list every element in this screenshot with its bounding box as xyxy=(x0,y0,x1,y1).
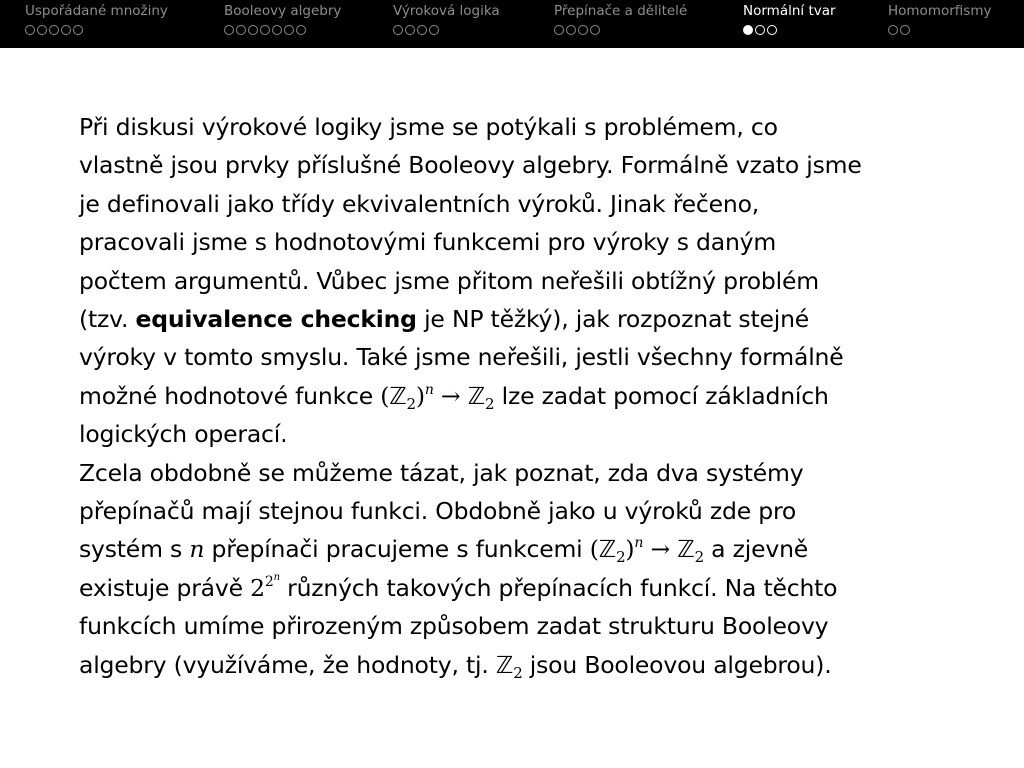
text-line: Při diskusi výrokové logiky jsme se potýkali s problémem, co xyxy=(79,113,778,141)
text-fragment: (tzv. xyxy=(79,305,136,334)
text-fragment: systém s xyxy=(79,535,190,564)
nav-section-title[interactable]: Normální tvar xyxy=(743,3,836,19)
nav-section-6[interactable] xyxy=(888,3,991,36)
text-fragment: existuje právě xyxy=(79,573,251,602)
nav-slide-dot[interactable] xyxy=(417,25,427,35)
nav-slide-dot[interactable] xyxy=(49,25,59,35)
nav-slide-dot[interactable] xyxy=(73,25,83,35)
math-formula: (ℤ$_2$)$^n$ → ℤ$_2$ xyxy=(589,535,704,567)
nav-slide-dot[interactable] xyxy=(405,25,415,35)
nav-slide-dot[interactable] xyxy=(767,25,777,35)
nav-slide-dots xyxy=(25,24,168,36)
nav-slide-dot[interactable] xyxy=(224,25,234,35)
text-line: pracovali jsme s hodnotovými funkcemi pro výroky s daným xyxy=(79,228,777,257)
nav-slide-dot[interactable] xyxy=(590,25,600,35)
nav-slide-dot[interactable] xyxy=(888,25,898,35)
text-line: výroky v tomto smyslu. Také jsme neřešili, jestli všechny formálně xyxy=(79,343,844,372)
slide-content xyxy=(79,108,959,684)
nav-slide-dot[interactable] xyxy=(284,25,294,35)
text-line: funkcích umíme přirozeným způsobem zadat strukturu Booleovy xyxy=(79,612,829,641)
nav-slide-dot[interactable] xyxy=(260,25,270,35)
nav-slide-dot[interactable] xyxy=(393,25,403,35)
nav-slide-dot[interactable] xyxy=(566,25,576,35)
nav-slide-dot[interactable] xyxy=(554,25,564,35)
text-fragment: lze zadat pomocí základních xyxy=(494,381,829,410)
math-variable-n: n xyxy=(189,535,205,564)
paragraph-2 xyxy=(79,454,959,684)
text-line xyxy=(79,300,959,338)
text-fragment: různých takových přepínacích funkcí. Na těchto xyxy=(279,573,838,602)
nav-slide-dot[interactable] xyxy=(755,25,765,35)
nav-section-3[interactable] xyxy=(393,3,500,36)
text-fragment: je NP těžký), jak rozpoznat stejné xyxy=(416,305,810,334)
text-line xyxy=(79,530,959,568)
text-line xyxy=(79,377,959,415)
paragraph-1 xyxy=(79,108,959,454)
nav-section-title[interactable]: Homomorfismy xyxy=(888,3,992,19)
text-line: počtem argumentů. Vůbec jsme přitom neřešili obtížný problém xyxy=(79,266,819,295)
math-formula: (ℤ$_2$)$^n$ → ℤ$_2$ xyxy=(380,381,495,413)
nav-section-1[interactable] xyxy=(25,3,168,36)
nav-section-5-current[interactable] xyxy=(743,3,836,36)
text-line: logických operací. xyxy=(79,420,288,449)
text-fragment: možné hodnotové funkce xyxy=(79,381,381,410)
text-line xyxy=(79,646,959,684)
text-line xyxy=(79,569,959,607)
nav-slide-dot[interactable] xyxy=(272,25,282,35)
nav-slide-dot[interactable] xyxy=(236,25,246,35)
nav-slide-dot[interactable] xyxy=(296,25,306,35)
nav-slide-dots xyxy=(888,24,991,36)
nav-section-2[interactable] xyxy=(224,3,341,36)
nav-slide-dots xyxy=(743,24,836,36)
nav-slide-dot[interactable] xyxy=(248,25,258,35)
nav-section-title[interactable]: Přepínače a dělitelé xyxy=(554,3,688,19)
text-fragment: a zjevně xyxy=(703,535,809,564)
nav-slide-dot[interactable] xyxy=(25,25,35,35)
nav-section-4[interactable] xyxy=(554,3,687,36)
math-power-tower: $2^{2^n}$ xyxy=(250,571,280,602)
text-line: přepínačů mají stejnou funkci. Obdobně jako u výroků zde pro xyxy=(79,497,797,526)
bold-term: equivalence checking xyxy=(135,305,417,334)
nav-slide-dot[interactable] xyxy=(743,25,753,35)
math-formula: ℤ$_2$ xyxy=(495,650,523,682)
text-line: Zcela obdobně se můžeme tázat, jak poznat, zda dva systémy xyxy=(79,458,804,487)
nav-slide-dots xyxy=(554,24,687,36)
nav-slide-dot[interactable] xyxy=(61,25,71,35)
nav-section-title[interactable]: Booleovy algebry xyxy=(224,3,342,19)
nav-slide-dot[interactable] xyxy=(429,25,439,35)
text-fragment: jsou Booleovou algebrou). xyxy=(522,650,832,679)
section-navigation-bar xyxy=(0,0,1024,48)
nav-slide-dot[interactable] xyxy=(900,25,910,35)
nav-slide-dot[interactable] xyxy=(578,25,588,35)
nav-section-title[interactable]: Výroková logika xyxy=(393,3,500,19)
text-line: vlastně jsou prvky příslušné Booleovy algebry. Formálně vzato jsme xyxy=(79,151,862,180)
text-fragment: algebry (využíváme, že hodnoty, tj. xyxy=(79,650,496,679)
nav-section-title[interactable]: Uspořádané množiny xyxy=(25,3,168,19)
nav-slide-dots xyxy=(393,24,500,36)
nav-slide-dot[interactable] xyxy=(37,25,47,35)
text-fragment: přepínači pracujeme s funkcemi xyxy=(204,535,590,564)
text-line: je definovali jako třídy ekvivalentních výroků. Jinak řečeno, xyxy=(79,189,760,218)
nav-slide-dots xyxy=(224,24,341,36)
